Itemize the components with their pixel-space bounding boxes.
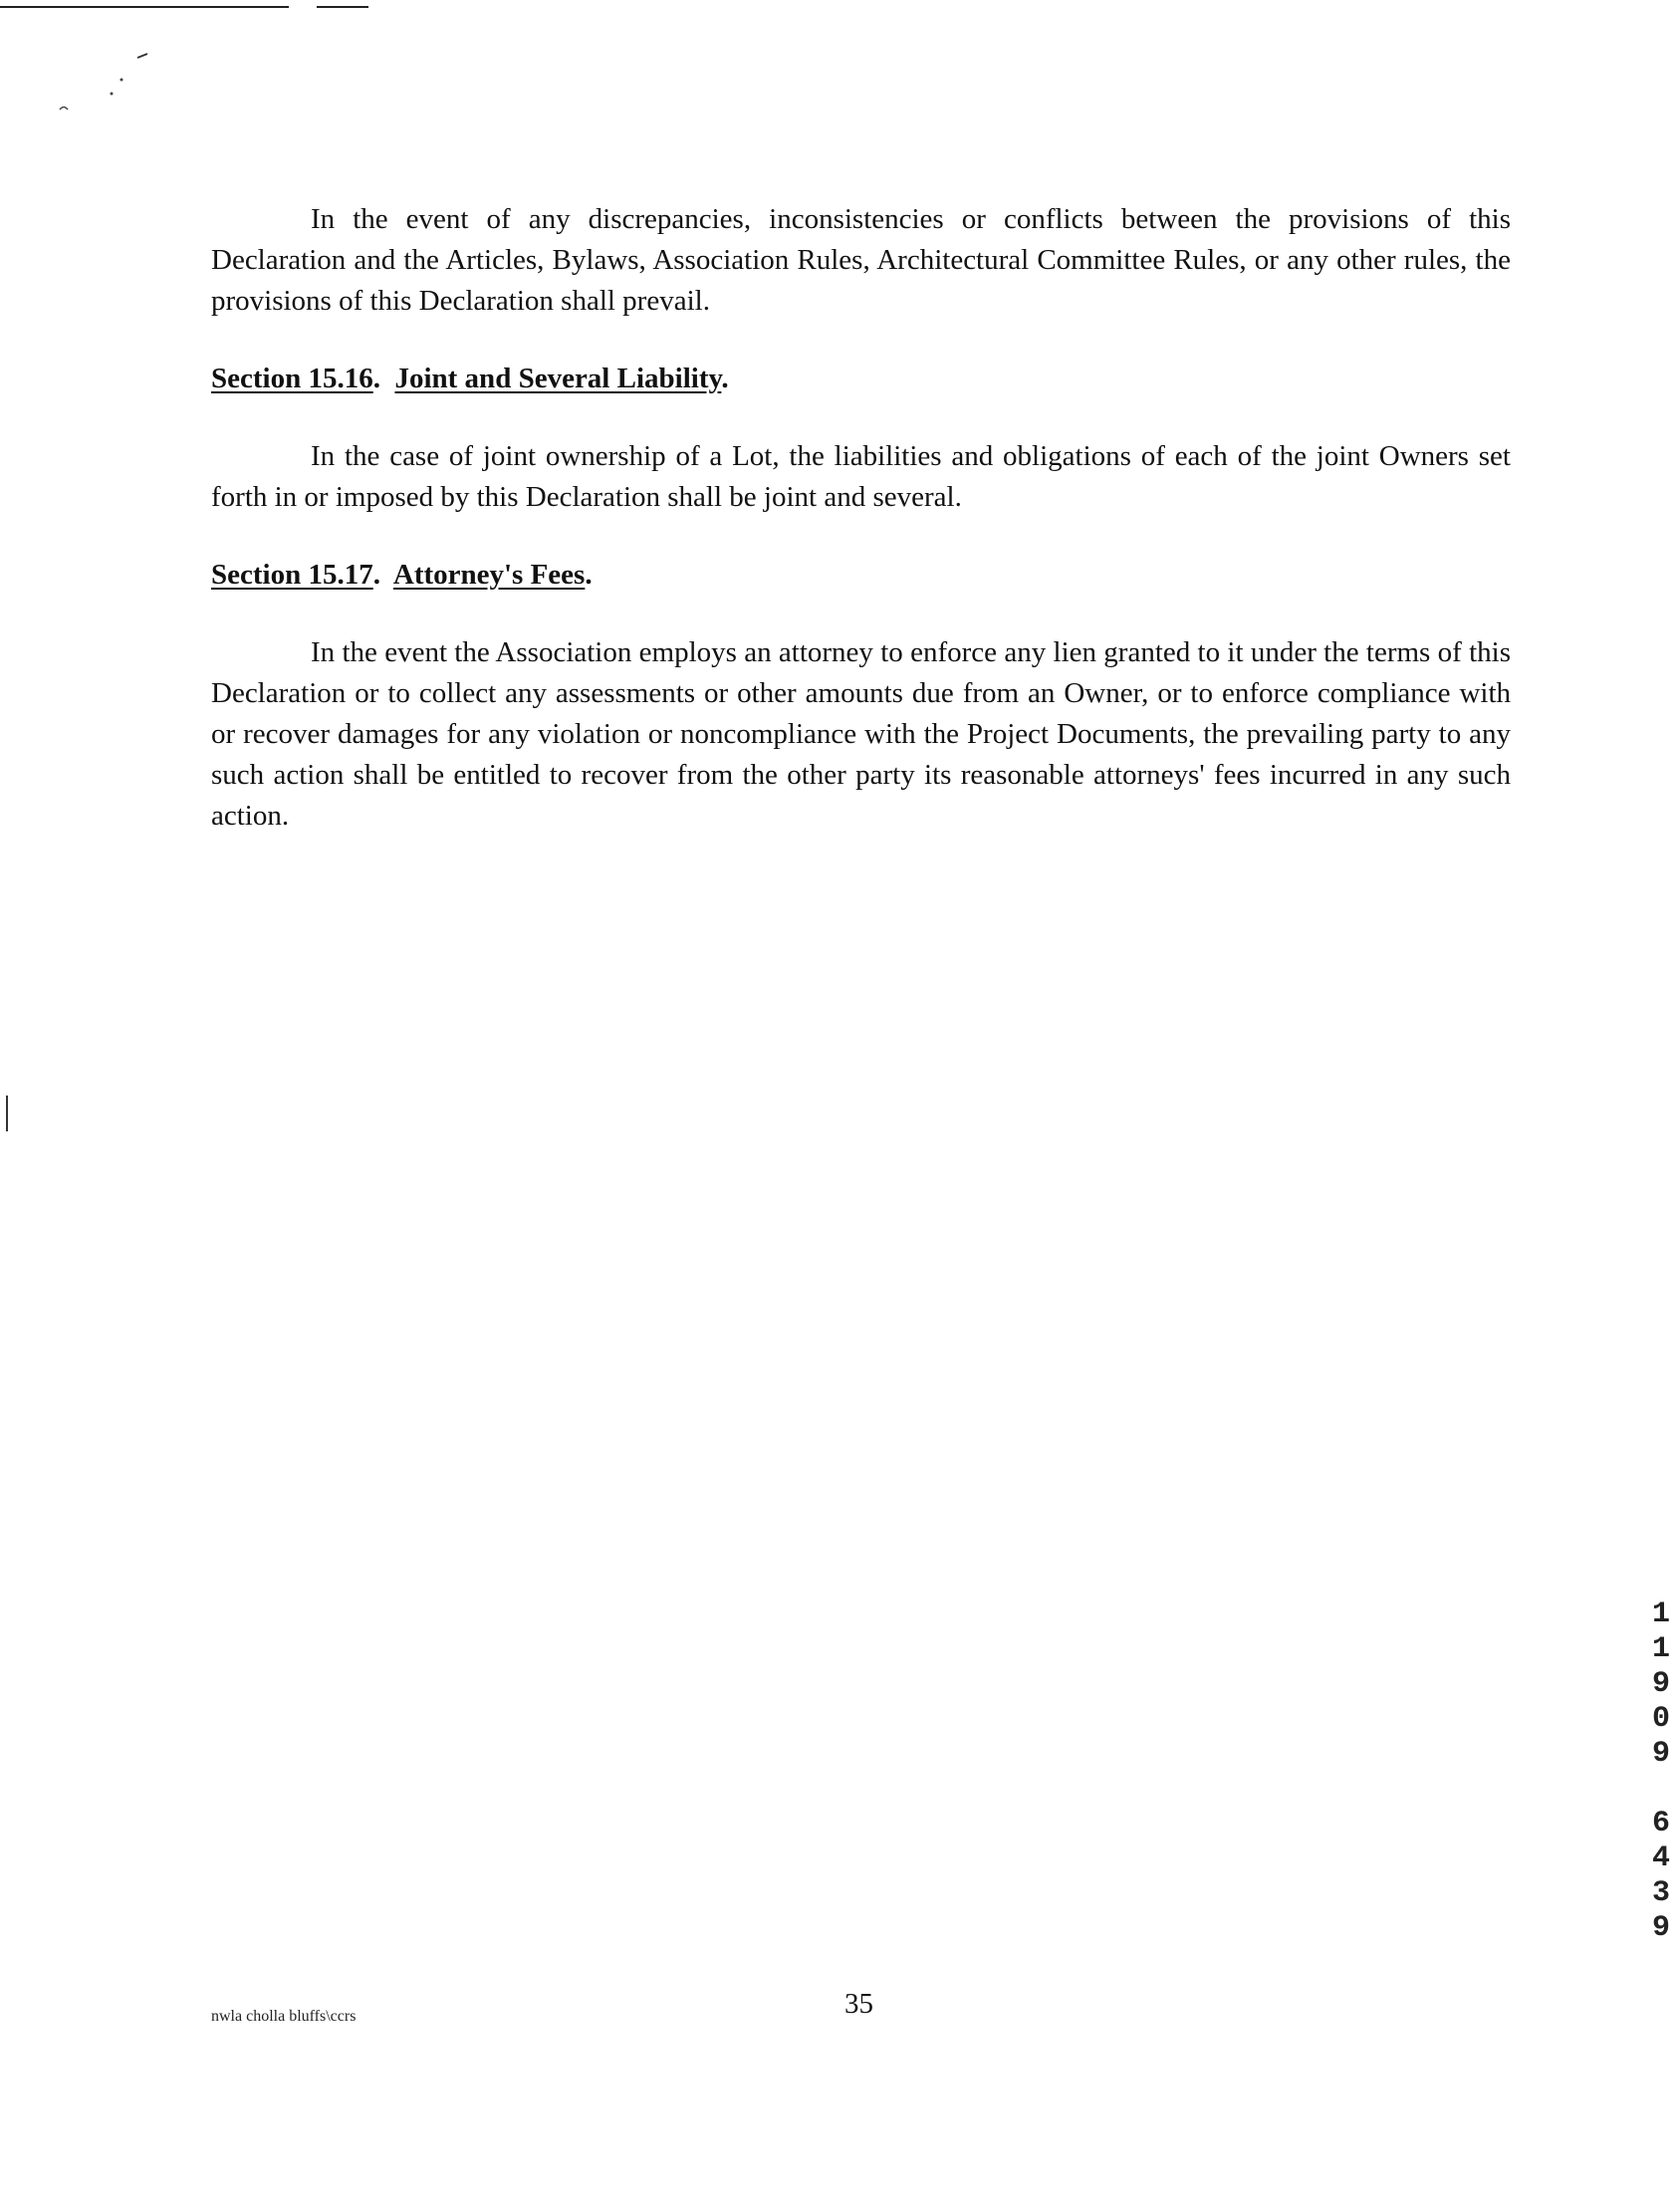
paragraph-joint-liability: In the case of joint ownership of a Lot, the liabilities and obligations of each of the joint Owners set forth in or imposed by this Declaration shall be joint and several. <box>211 440 1511 513</box>
page-number: 35 <box>844 1988 873 2020</box>
scan-margin-mark <box>6 1096 8 1131</box>
stamp-digit: 9 <box>1651 1737 1670 1771</box>
section-number: Section 15.17 <box>211 559 373 591</box>
stamp-digit: 9 <box>1651 1667 1670 1701</box>
stamp-digit: 0 <box>1651 1702 1670 1736</box>
scan-rule-mark <box>0 6 289 8</box>
footer-file-reference: nwla cholla bluffs\ccrs <box>211 2008 357 2025</box>
section-title: Attorney's Fees <box>392 559 586 591</box>
stamp-digit: 6 <box>1651 1807 1670 1840</box>
section-heading-15-16: Section 15.16. Joint and Several Liability. <box>211 363 729 394</box>
scan-speck-marks <box>50 50 159 120</box>
stamp-digit: 9 <box>1651 1911 1670 1945</box>
paragraph-attorneys-fees: In the event the Association employs an attorney to enforce any lien granted to it under the terms of this Declaration or to collect any assessments or other amounts due from an Owner, or to enforce compliance with or recover damages for any violation or noncompliance with the Project Documents, the prevailing party to any such action shall be entitled to recover from the other party its reasonable attorneys' fees incurred in any such action. <box>211 636 1511 832</box>
stamp-digit: 1 <box>1651 1597 1670 1631</box>
recording-number-stamp <box>1646 1597 1676 1946</box>
paragraph-precedence: In the event of any discrepancies, inconsistencies or conflicts between the provisions of this Declaration and the Articles, Bylaws, Association Rules, Architectural Committee Rules, or any other rules, the provisions of this Declaration shall prevail. <box>211 203 1511 317</box>
stamp-digit: 1 <box>1651 1632 1670 1666</box>
section-heading-15-17: Section 15.17. Attorney's Fees. <box>211 559 593 591</box>
scan-rule-mark <box>317 6 368 8</box>
document-body <box>211 199 1511 837</box>
stamp-digit: 3 <box>1651 1876 1670 1910</box>
section-title: Joint and Several Liability <box>394 363 722 394</box>
stamp-digit: 4 <box>1651 1841 1670 1875</box>
section-number: Section 15.16 <box>211 363 373 394</box>
